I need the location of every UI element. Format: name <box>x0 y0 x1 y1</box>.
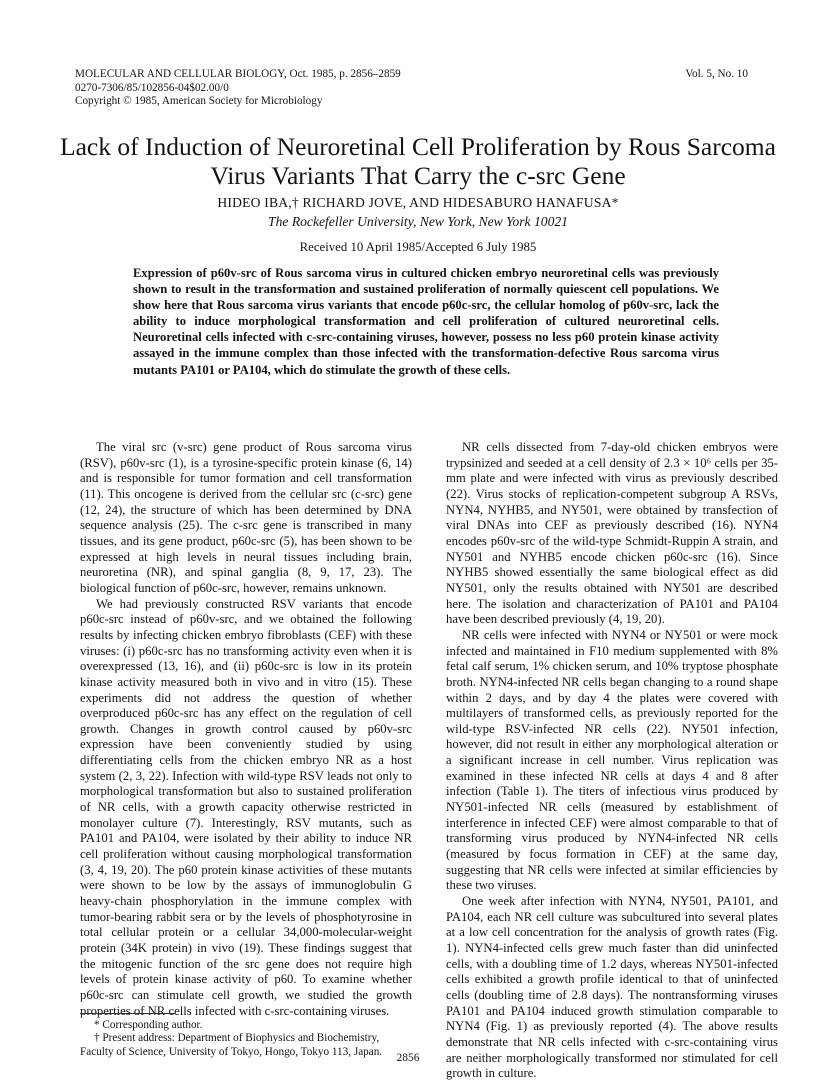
footnote-present-address: † Present address: Department of Biophysics and Biochemistry, Faculty of Science, University of Tokyo, Hongo, Tokyo 113, Japan. <box>80 1032 383 1058</box>
body-paragraph: The viral src (v-src) gene product of Rous sarcoma virus (RSV), p60v-src (1), is a tyrosine-specific protein kinase (6, 14) and is responsible for tumor formation and cell transformation (11). This oncogene is derived from the cellular src (c-src) gene (12, 24), the structure of which has been determined by DNA sequence analysis (25). The c-src gene is transcribed in many tissues, and its gene product, p60c-src (5), has been shown to be expressed at high levels in neural tissues including brain, neuroretina (NR), and spinal ganglia (8, 9, 17, 23). The biological function of p60c-src, however, remains unknown. <box>80 440 412 595</box>
author-list: HIDEO IBA,† RICHARD JOVE, AND HIDESABURO HANAFUSA* <box>217 195 619 210</box>
body-paragraph: We had previously constructed RSV variants that encode p60c-src instead of p60v-src, and we obtained the following results by infecting chicken embryo fibroblasts (CEF) with these viruses: (i) p60c-src has no transforming activity even when it is overexpressed (13, 16), and (ii) p60c-src is low in its protein kinase activity measured both in vivo and in vitro (15). These experiments did not address the question of whether overproduced p60c-src has any effect on the regulation of cell growth. Changes in growth control caused by p60v-src expression have been conveniently studied by using differentiating cells from the chicken embryo NR as a host system (2, 3, 22). Infection with wild-type RSV leads not only to morphological transformation but also to sustained proliferation of NR cells, with a growth capacity otherwise restricted in monolayer culture (7). Interestingly, RSV mutants, such as PA101 and PA104, were isolated by their ability to induce NR cell proliferation without causing morphological transformation (3, 4, 19, 20). The p60 protein kinase activities of these mutants were shown to be low by the assays of immunoglobulin G heavy-chain phosphorylation in the immune complex with tumor-bearing rabbit sera or by the levels of phosphotyrosine in total cellular protein or a cellular 34,000-molecular-weight protein (34K protein) in vivo (19). These findings suggest that the mitogenic function of the src gene does not require high levels of protein kinase activity of p60. To examine whether p60c-src can stimulate cell growth, we studied the growth properties of NR cells infected with c-src-containing viruses. <box>80 596 412 1018</box>
abstract: Expression of p60v-src of Rous sarcoma virus in cultured chicken embryo neuroretinal cells was previously shown to result in the transformation and sustained proliferation of normally quiescent cell populations. We show here that Rous sarcoma virus variants that encode p60c-src, the cellular homolog of p60v-src, lack the ability to induce morphological transformation and cell proliferation of cultured neuroretinal cells. Neuroretinal cells infected with c-src-containing viruses, however, possess no less p60 protein kinase activity assayed in the immune complex than those infected with the transformation-defective Rous sarcoma virus mutants PA101 or PA104, which do stimulate the growth of these cells. <box>133 266 719 377</box>
journal-header <box>75 68 545 109</box>
footnote-corresponding: * Corresponding author. <box>94 1019 203 1031</box>
body-paragraph: One week after infection with NYN4, NY501, PA101, and PA104, each NR cell culture was subcultured into several plates at a low cell concentration for the analysis of growth rates (Fig. 1). NYN4-infected cells grew much faster than did uninfected cells, with a doubling time of 1.2 days, whereas NY501-infected cells exhibited a growth profile identical to that of uninfected cells (doubling time of 2.8 days). The nontransforming viruses PA101 and PA104 induced growth stimulation comparable to NYN4 (Fig. 1) as previously reported (4). The above results demonstrate that NR cells infected with c-src-containing virus are neither morphologically transformed nor stimulated for cell growth in culture. <box>446 894 778 1081</box>
received-dates: Received 10 April 1985/Accepted 6 July 1985 <box>299 240 537 254</box>
footnote-divider <box>80 1013 176 1014</box>
volume-number: Vol. 5, No. 10 <box>685 68 748 80</box>
article-title: Lack of Induction of Neuroretinal Cell Proliferation by Rous Sarcoma Virus Variants That Carry the c-src Gene <box>60 132 776 190</box>
body-paragraph: NR cells dissected from 7-day-old chicken embryos were trypsinized and seeded at a cell density of 2.3 × 10⁶ cells per 35-mm plate and were infected with virus as previously described (22). Virus stocks of replication-competent subgroup A RSVs, NYN4, NYHB5, and NY501, were obtained by transfection of viral DNAs into CEF as previously described (16). NYN4 encodes p60v-src of the wild-type Schmidt-Ruppin A strain, and NY501 and NYHB5 encode chicken p60c-src (16). Since NYHB5 showed essentially the same biological effect as did NY501, only the results obtained with NY501 are described here. The isolation and characterization of PA101 and PA104 have been described previously (4, 19, 20). <box>446 440 778 627</box>
journal-issn: 0270-7306/85/102856-04$02.00/0 <box>75 81 229 94</box>
body-column-left <box>80 440 412 1019</box>
body-paragraph: NR cells were infected with NYN4 or NY501 or were mock infected and maintained in F10 medium supplemented with 8% fetal calf serum, 1% chicken serum, and 10% tryptose phosphate broth. NYN4-infected NR cells began changing to a round shape within 2 days, and by day 4 the plates were covered with multilayers of transformed cells, as previously reported for the wild-type RSV-infected NR cells (22). NY501 infection, however, did not result in either any morphological alteration or a significant increase in cell number. Virus replication was examined in these infected NR cells at days 4 and 8 after infection (Table 1). The titers of infectious virus produced by NY501-infected NR cells (measured by establishment of interference in infected CEF) were almost comparable to that of transforming virus produced by NYN4-infected NR cells (measured by focus formation in CEF) at the same day, suggesting that NR cells were infected at similar efficiencies by these two viruses. <box>446 627 778 893</box>
journal-citation: MOLECULAR AND CELLULAR BIOLOGY, Oct. 1985, p. 2856–2859 <box>75 68 401 80</box>
page-number: 2856 <box>396 1052 420 1064</box>
body-column-right <box>446 440 778 1082</box>
journal-copyright: Copyright © 1985, American Society for Microbiology <box>75 95 323 107</box>
author-affiliation: The Rockefeller University, New York, New York 10021 <box>268 214 568 229</box>
